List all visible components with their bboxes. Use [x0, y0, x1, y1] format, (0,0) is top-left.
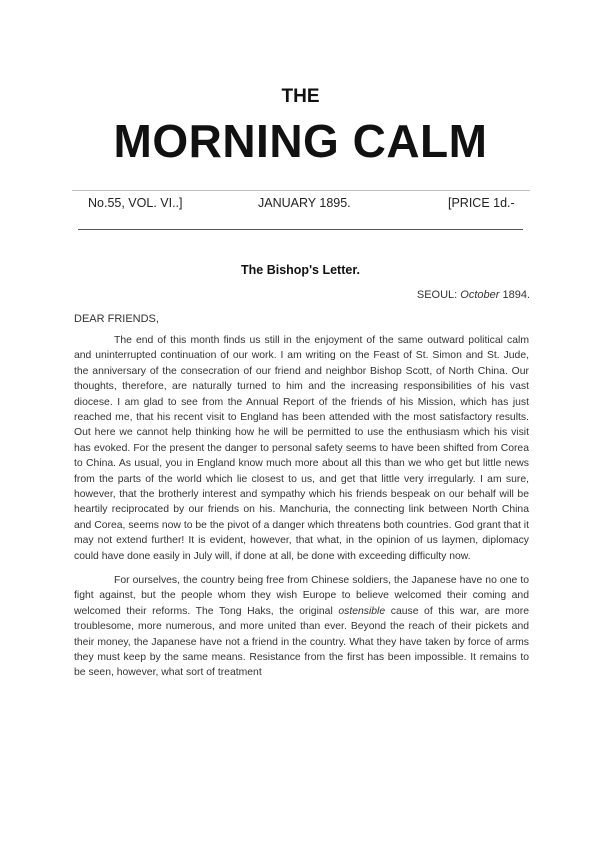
issue-number: No.55, VOL. VI..] [88, 196, 183, 210]
paragraph-2-text-b: cause of this war, are more troublesome, more numerous, and more united than ever. Beyond the reach of their pickets and their money, the Japanese have not a friend in the country. What they have taken by force of arms they must keep by the same means. Resistance from the first has been impossible. It remains to be seen, however, what sort of treatment [74, 605, 529, 679]
paragraph-2-italic: ostensible [338, 605, 386, 617]
letter-paragraph-2 [74, 573, 529, 681]
dateline-month: October [460, 289, 500, 301]
paragraph-2-text-a: For ourselves, the country being free from Chinese soldiers, the Japanese have no one to fight against, but the people whom they wish Europe to believe welcomed their coming and welcomed their reforms. The Tong Haks, the original [74, 575, 529, 617]
issue-price: [PRICE 1d.- [448, 196, 515, 210]
top-divider [72, 190, 530, 191]
letter-salutation: DEAR FRIENDS, [74, 313, 159, 325]
letter-paragraph-1: The end of this month finds us still in the enjoyment of the same outward political calm and uninterrupted continuation of our work. I am writing on the Feast of St. Simon and St. Jude, the anniversary of the consecration of our friend and neighbor Bishop Scott, of North China. Our thoughts, therefore, are naturally turned to him and the increasing responsibilities of his vast diocese. I am glad to see from the Annual Report of the friends of his Mission, which has just reached me, that his recent visit to England has been attended with the most satisfactory results. Out here we cannot help thinking how he will be permitted to use the enthusiasm which his visit has evoked. For the present the danger to personal safety seems to have been shifted from Corea to China. As usual, you in England know much more about all this than we who get but little news from the parts of the world which lie closest to us, and get that little very irregularly. I am sure, however, that the brotherly interest and sympathy which his friends bespeak on our behalf will be heartily reciprocated by our friends on his. Manchuria, the connecting link between North China and Corea, seems now to be the pivot of a danger which threatens both countries. God grant that it may not extend further! It is evident, however, that what, in the opinion of us laymen, diplomacy could have done easily in July will, if done at all, be done with exceeding difficulty now. [74, 335, 529, 562]
masthead-the: THE [281, 86, 320, 107]
letter-dateline [417, 289, 530, 301]
letter-title: The Bishop's Letter. [241, 263, 360, 277]
dateline-place: SEOUL: [416, 289, 461, 301]
dateline-year: 1894. [499, 289, 530, 301]
issue-date: JANUARY 1895. [258, 196, 351, 210]
masthead-title: MORNING CALM [113, 115, 488, 167]
bottom-divider [78, 229, 523, 230]
